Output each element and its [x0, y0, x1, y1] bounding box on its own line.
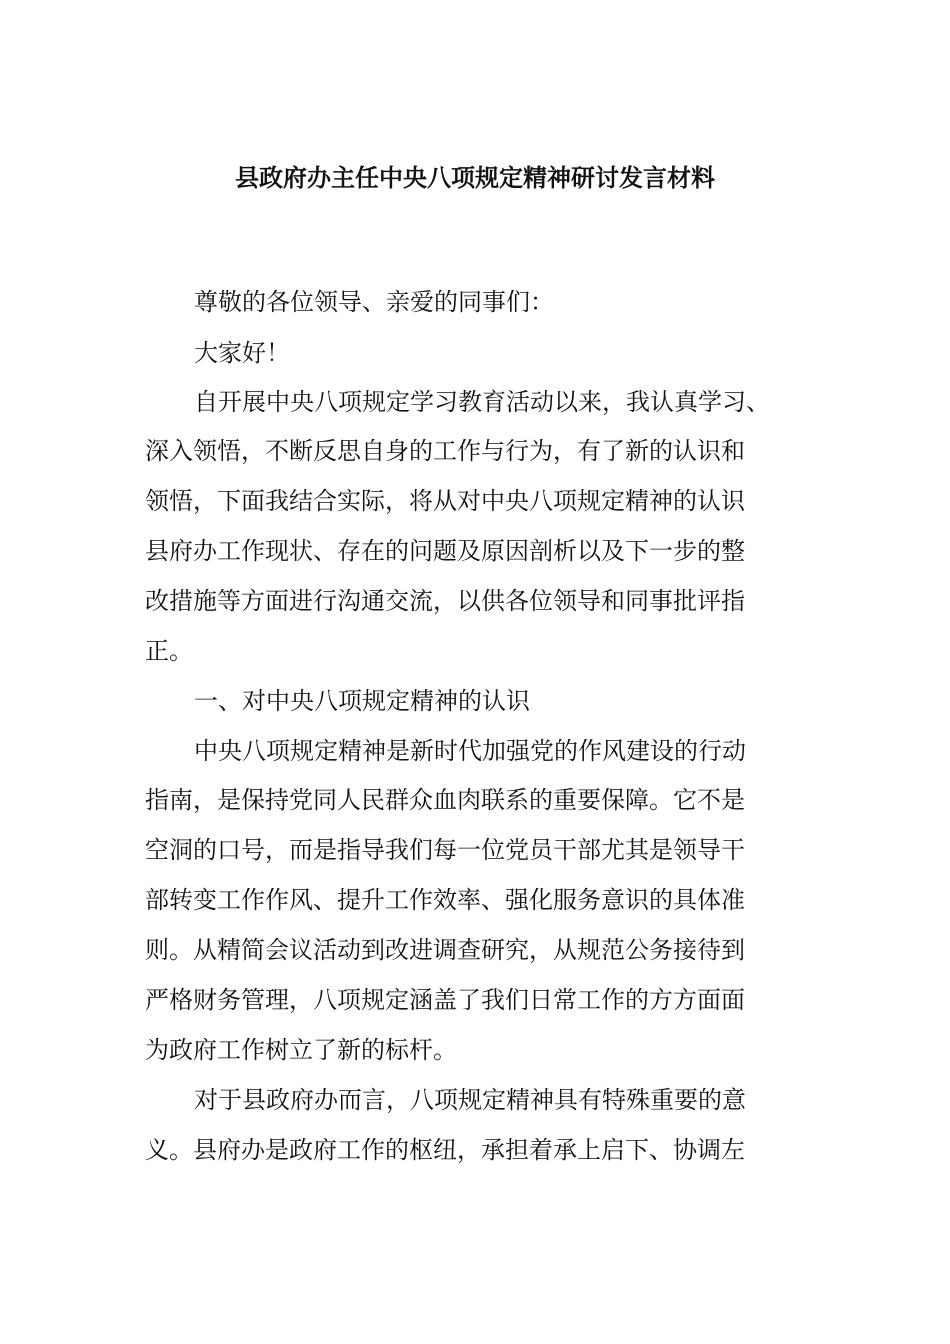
paragraph-line: 为政府工作树立了新的标杆。: [145, 1036, 457, 1064]
paragraph-line: 空洞的口号，而是指导我们每一位党员干部尤其是领导干: [145, 836, 745, 864]
paragraph-line: 改措施等方面进行沟通交流，以供各位领导和同事批评指: [145, 587, 745, 615]
paragraph-line: 则。从精简会议活动到改进调查研究，从规范公务接待到: [145, 936, 745, 964]
paragraph-line: 义。县府办是政府工作的枢纽，承担着承上启下、协调左: [145, 1136, 745, 1164]
paragraph-line: 指南，是保持党同人民群众血肉联系的重要保障。它不是: [145, 786, 745, 814]
paragraph-line: 对于县政府办而言，八项规定精神具有特殊重要的意: [194, 1086, 746, 1114]
salutation: 尊敬的各位领导、亲爱的同事们：: [194, 288, 554, 316]
paragraph-line: 严格财务管理，八项规定涵盖了我们日常工作的方方面面: [145, 986, 745, 1014]
paragraph-line: 自开展中央八项规定学习教育活动以来，我认真学习、: [194, 388, 770, 416]
paragraph-line: 正。: [145, 637, 193, 665]
paragraph-line: 深入领悟，不断反思自身的工作与行为，有了新的认识和: [145, 437, 745, 465]
section-heading: 一、对中央八项规定精神的认识: [194, 687, 530, 715]
paragraph-line: 领悟，下面我结合实际，将从对中央八项规定精神的认识: [145, 487, 745, 515]
document-title: 县政府办主任中央八项规定精神研讨发言材料: [235, 164, 715, 192]
paragraph-line: 部转变工作作风、提升工作效率、强化服务意识的具体准: [145, 886, 745, 914]
greeting: 大家好！: [194, 339, 290, 367]
paragraph-line: 县府办工作现状、存在的问题及原因剖析以及下一步的整: [145, 537, 745, 565]
paragraph-line: 中央八项规定精神是新时代加强党的作风建设的行动: [194, 737, 746, 765]
